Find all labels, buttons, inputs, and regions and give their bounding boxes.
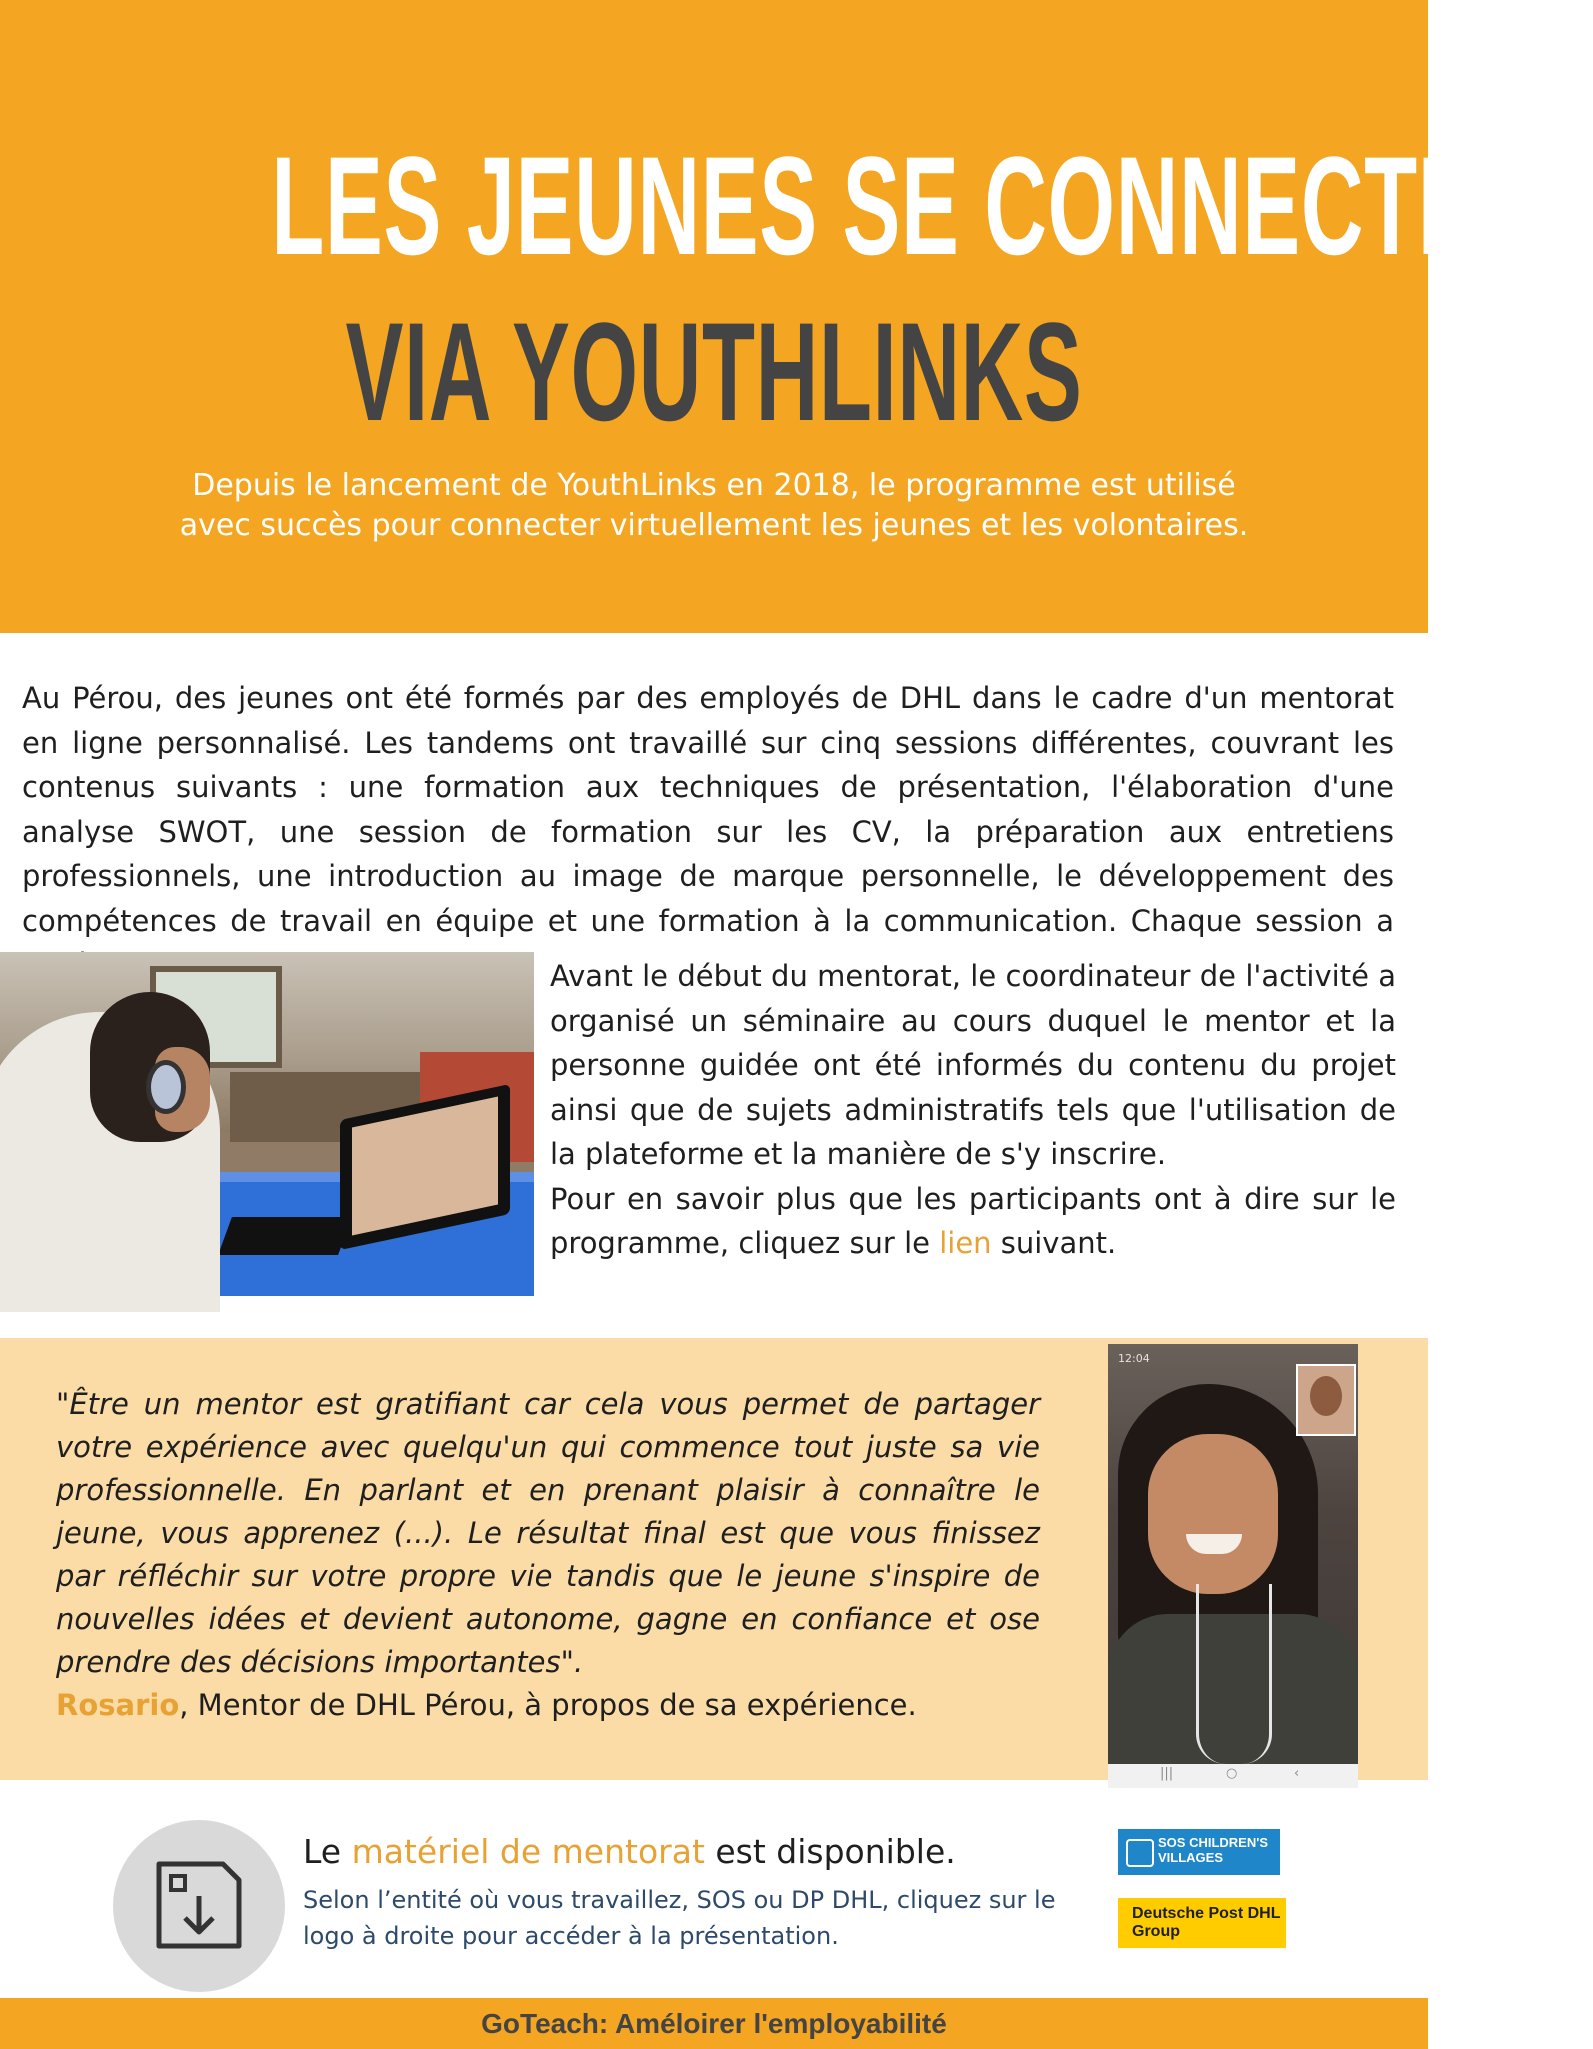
quote-author: Rosario — [56, 1688, 180, 1722]
header-banner — [0, 0, 1593, 633]
seminar-paragraph: Avant le début du mentorat, le coordinateur de l'activité a organisé un séminaire au cours duquel le mentor et la personne guidée ont été informés du contenu du projet ainsi que de sujets administratifs tels que l'utilisation de la plateforme et la manière de s'y inscrire. — [550, 959, 1396, 1171]
video-call-inset — [1296, 1364, 1356, 1436]
video-call-screenshot — [1108, 1344, 1358, 1788]
dhl-logo-line-1: Deutsche Post DHL — [1132, 1905, 1281, 1922]
sos-childrens-villages-logo[interactable] — [1118, 1829, 1280, 1875]
phone-status-time: 12:04 — [1118, 1352, 1150, 1365]
footer-bar: GoTeach: Améloirer l'employabilité — [0, 1998, 1428, 2049]
recent-apps-icon: ||| — [1160, 1766, 1174, 1781]
mentor-quote: "Être un mentor est gratifiant car cela vous permet de partager votre expérience avec quelqu'un qui commence tout juste sa vie professionnelle. En parlant et en prenant plaisir à connaître le jeune, vous apprenez (...). Le résultat final est que vous finissez par réfléchir sur votre propre vie tandis que le jeune s'inspire de nouvelles idées et devient autonome, gagne en confiance et ose prendre des décisions importantes". — [56, 1387, 1040, 1679]
subtitle-line-1: Depuis le lancement de YouthLinks en 2018, le programme est utilisé — [192, 468, 1236, 503]
more-info-tail: suivant. — [991, 1226, 1117, 1260]
deutsche-post-dhl-logo[interactable] — [1118, 1898, 1286, 1948]
intro-paragraph: Au Pérou, des jeunes ont été formés par des employés de DHL dans le cadre d'un mentorat en ligne personnalisé. Les tandems ont travaillé sur cinq sessions différentes, couvrant les contenus suivants : une formation aux techniques de présentation, l'élaboration d'une analyse SWOT, une session de formation sur les CV, la préparation aux entretiens professionnels, une introduction au image de marque personnelle, le développement des compétences de travail en équipe et une formation à la communication. Chaque session a — [22, 681, 1394, 938]
participants-link[interactable]: lien — [939, 1226, 992, 1260]
sos-logo-line-1: SOS CHILDREN'S — [1158, 1835, 1268, 1850]
materials-heading — [303, 1830, 956, 1874]
back-icon: ‹ — [1294, 1766, 1300, 1781]
more-info-paragraph — [550, 1177, 1396, 1266]
subtitle-line-2: avec succès pour connecter virtuellement les jeunes et les volontaires. — [179, 508, 1249, 543]
seminar-section — [550, 954, 1396, 1266]
dhl-logo-line-2: Group — [1132, 1923, 1180, 1940]
materials-link[interactable]: matériel de mentorat — [351, 1832, 705, 1871]
materials-heading-start: Le — [303, 1832, 352, 1871]
materials-instructions: Selon l’entité où vous travaillez, SOS ou DP DHL, cliquez sur le logo à droite pour accéder à la présentation. — [303, 1886, 1056, 1950]
materials-heading-end: est disponible. — [704, 1832, 956, 1871]
title-line-1: LES JEUNES SE CONNECTENT — [271, 127, 1593, 284]
more-info-text: Pour en savoir plus que les participants ont à dire sur le programme, cliquez sur le — [550, 1181, 1396, 1260]
title-line-2: VIA YOUTHLINKS — [345, 293, 1083, 450]
quote-attribution — [56, 1684, 917, 1727]
sos-emblem-icon — [1126, 1839, 1154, 1867]
home-icon: ○ — [1226, 1766, 1238, 1781]
phone-nav-bar — [1108, 1764, 1358, 1788]
quote-author-role: , Mentor de DHL Pérou, à propos de sa expérience. — [179, 1688, 917, 1722]
sos-logo-line-2: VILLAGES — [1158, 1850, 1224, 1865]
download-icon[interactable] — [113, 1820, 285, 1992]
mentee-computer-photo — [0, 952, 534, 1296]
header-subtitle — [100, 466, 1328, 546]
